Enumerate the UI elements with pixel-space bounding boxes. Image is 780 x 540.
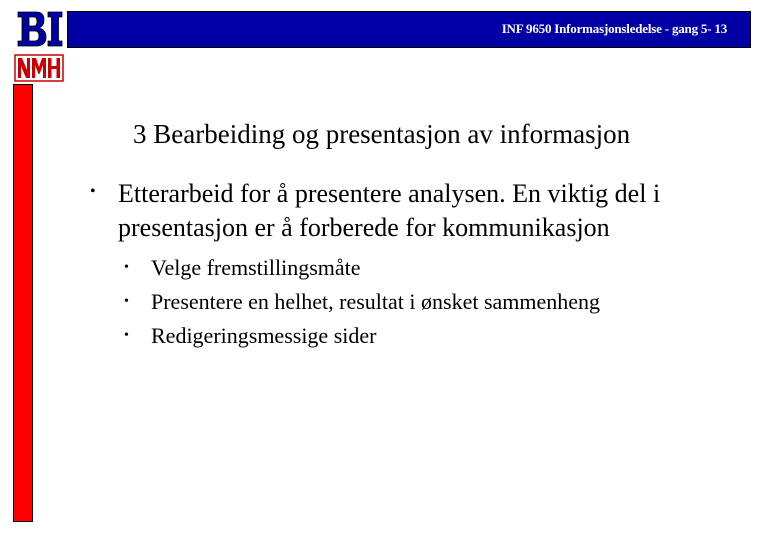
main-bullet-text: Etterarbeid for å presentere analysen. En viktig del i presentasjon er å forberede for kommunikasjon: [118, 179, 661, 242]
sub-bullet-text: Redigeringsmessige sider: [151, 323, 377, 348]
bullet-icon: •: [124, 294, 129, 309]
bullet-icon: •: [90, 183, 96, 200]
slide-title: 3 Bearbeiding og presentasjon av informasjon: [133, 119, 631, 149]
sub-bullet-item: [124, 254, 724, 288]
sub-bullet-item: [124, 322, 724, 356]
nmh-logo: [14, 54, 64, 82]
header-title: INF 9650 Informasjonsledelse - gang 5- 13: [501, 21, 727, 36]
sub-bullet-text: Velge fremstillingsmåte: [151, 255, 361, 280]
header-banner: [67, 11, 751, 48]
sub-bullet-text: Presentere en helhet, resultat i ønsket sammenheng: [151, 289, 601, 314]
sub-bullet-item: [124, 288, 724, 322]
bullet-icon: •: [124, 260, 129, 275]
bullet-icon: •: [124, 328, 129, 343]
sub-bullet-list: [124, 254, 724, 356]
sidebar-accent-bar: [13, 84, 33, 522]
bi-logo: [16, 10, 64, 48]
